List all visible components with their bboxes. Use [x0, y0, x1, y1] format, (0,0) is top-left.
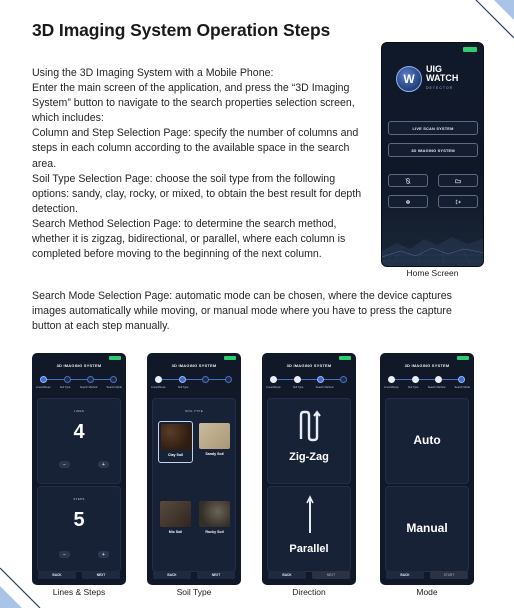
- settings-button[interactable]: [388, 195, 428, 208]
- step-dot: [435, 376, 442, 383]
- rocky-soil-image: [199, 501, 230, 527]
- clay-soil-image: [161, 424, 192, 450]
- step-label: Search Mode: [454, 386, 470, 389]
- back-button[interactable]: BACK: [386, 571, 424, 579]
- step-labels: [266, 386, 352, 389]
- paragraph: Enter the main screen of the application, and press the “3D Imaging System” button to navigate to the search properties selection screen, which includes:: [32, 82, 355, 125]
- sandy-soil-image: [199, 423, 230, 449]
- screen-title: 3D IMAGING SYSTEM: [404, 363, 450, 368]
- exit-icon: [455, 199, 461, 205]
- soil-option-label: Mix Soil: [168, 530, 183, 534]
- next-button[interactable]: NEXT: [197, 571, 235, 579]
- logo-top: UIG: [426, 64, 443, 74]
- step-dot: [412, 376, 419, 383]
- screen-title: 3D IMAGING SYSTEM: [286, 363, 332, 368]
- step-label: Soil Type: [292, 386, 304, 389]
- zigzag-option[interactable]: [267, 398, 351, 484]
- steps-value: 5: [73, 509, 85, 531]
- zigzag-icon: [296, 409, 324, 443]
- soil-header: SOIL TYPE: [184, 409, 204, 413]
- step-labels: [384, 386, 470, 389]
- step-dot: [458, 376, 465, 383]
- back-button[interactable]: BACK: [38, 571, 76, 579]
- page-title: 3D Imaging System Operation Steps: [32, 20, 331, 40]
- soil-option-label: Rocky Soil: [205, 530, 224, 534]
- next-button[interactable]: NEXT: [312, 571, 350, 579]
- step-label: Lines&Steps: [266, 386, 281, 389]
- paragraph: Using the 3D Imaging System with a Mobile Phone:: [32, 67, 274, 79]
- folder-icon: [455, 178, 461, 184]
- steps-minus-button[interactable]: −: [59, 551, 70, 558]
- parallel-arrow-icon: [306, 495, 314, 535]
- battery-icon: [339, 356, 351, 360]
- step-label: Lines&Steps: [151, 386, 166, 389]
- lines-plus-button[interactable]: +: [98, 461, 109, 468]
- step-label: Soil Type: [59, 386, 71, 389]
- step-label-spacer: [346, 386, 353, 389]
- step-label: Lines&Steps: [36, 386, 51, 389]
- parallel-label: Parallel: [289, 543, 329, 555]
- step-label: Search Method: [315, 386, 334, 389]
- gear-icon: [405, 199, 411, 205]
- step-label-spacer: [231, 386, 238, 389]
- step-labels: [36, 386, 122, 389]
- battery-icon: [457, 356, 469, 360]
- search-mode-paragraph: Search Mode Selection Page: automatic mode can be chosen, where the device captures images automatically while moving, or manual mode where you have to press the capture button at each step manually.: [32, 290, 452, 333]
- step-progress: [388, 375, 466, 385]
- step-progress: [270, 375, 348, 385]
- soil-option-label: Sandy Soil: [205, 452, 224, 456]
- step-label: Search Method: [427, 386, 446, 389]
- step-dot: [64, 376, 71, 383]
- step-label: Search Mode: [106, 386, 122, 389]
- device-off-button[interactable]: [388, 174, 428, 187]
- direction-caption: Direction: [292, 587, 326, 597]
- step-dot: [110, 376, 117, 383]
- imaging-system-button[interactable]: 3D IMAGING SYSTEM: [388, 143, 478, 157]
- direction-phone: [262, 353, 356, 585]
- soil-type-caption: Soil Type: [176, 587, 212, 597]
- folder-button[interactable]: [438, 174, 478, 187]
- step-dot: [225, 376, 232, 383]
- soil-type-phone: [147, 353, 241, 585]
- live-scan-button[interactable]: LIVE SCAN SYSTEM: [388, 121, 478, 135]
- step-label: Search Method: [79, 386, 98, 389]
- zigzag-label: Zig-Zag: [289, 451, 329, 463]
- home-screen-phone: [381, 42, 484, 267]
- step-dot: [388, 376, 395, 383]
- step-progress: [40, 375, 118, 385]
- step-labels: [151, 386, 237, 389]
- soil-option-mix[interactable]: [158, 499, 193, 541]
- battery-icon: [109, 356, 121, 360]
- soil-option-clay[interactable]: [158, 421, 193, 463]
- paragraph: Search Method Selection Page: to determine the search method, whether it is zigzag, bidirectional, or parallel, where each column is completed before moving to the beginning of the next column.: [32, 217, 346, 261]
- steps-panel: [37, 486, 121, 572]
- step-dot: [179, 376, 186, 383]
- auto-label: Auto: [413, 433, 441, 447]
- step-dot: [294, 376, 301, 383]
- logo-sub: DETECTOR: [426, 86, 454, 90]
- steps-label: STEPS: [73, 497, 85, 501]
- mix-soil-image: [160, 501, 191, 527]
- start-button[interactable]: START: [430, 571, 468, 579]
- mode-caption: Mode: [416, 587, 438, 597]
- screen-title: 3D IMAGING SYSTEM: [56, 363, 102, 368]
- soil-option-rocky[interactable]: [197, 499, 232, 541]
- home-screen-caption: Home Screen: [406, 268, 459, 278]
- step-dot: [87, 376, 94, 383]
- battery-icon: [224, 356, 236, 360]
- lines-minus-button[interactable]: −: [59, 461, 70, 468]
- device-off-icon: [405, 178, 411, 184]
- lines-steps-caption: Lines & Steps: [52, 587, 106, 597]
- auto-mode-option[interactable]: [385, 398, 469, 484]
- parallel-option[interactable]: [267, 486, 351, 572]
- logo-badge-icon: W: [396, 66, 422, 92]
- mode-phone: [380, 353, 474, 585]
- lines-panel: [37, 398, 121, 484]
- step-label: Soil Type: [407, 386, 419, 389]
- step-label: Lines&Steps: [384, 386, 399, 389]
- app-logo: [396, 65, 471, 93]
- step-dot: [40, 376, 47, 383]
- step-dot: [340, 376, 347, 383]
- lines-value: 4: [73, 421, 85, 443]
- terrain-graphic: [382, 211, 484, 266]
- step-label: Soil Type: [177, 386, 189, 389]
- manual-label: Manual: [406, 521, 448, 535]
- soil-option-sandy[interactable]: [197, 421, 232, 463]
- paragraph: Soil Type Selection Page: choose the soil type from the following options: sandy, clay, rocky, or mixed, to obtain the best result for depth detection.: [32, 172, 362, 215]
- step-dot: [317, 376, 324, 383]
- next-button[interactable]: NEXT: [82, 571, 120, 579]
- paragraph: Column and Step Selection Page: specify the number of columns and steps in each column according to the available space in the search area.: [32, 127, 359, 170]
- logo-main: WATCH: [426, 73, 459, 83]
- lines-label: LINES: [73, 409, 85, 413]
- step-dot: [202, 376, 209, 383]
- lines-steps-phone: [32, 353, 126, 585]
- step-dot: [270, 376, 277, 383]
- step-progress: [155, 375, 233, 385]
- back-button[interactable]: BACK: [153, 571, 191, 579]
- exit-button[interactable]: [438, 195, 478, 208]
- soil-panel: [152, 398, 236, 572]
- intro-text: [32, 66, 374, 262]
- screen-title: 3D IMAGING SYSTEM: [171, 363, 217, 368]
- step-dot: [155, 376, 162, 383]
- battery-icon: [463, 47, 477, 52]
- back-button[interactable]: BACK: [268, 571, 306, 579]
- soil-option-label: Clay Soil: [167, 453, 184, 457]
- logo-text: [426, 65, 458, 93]
- step-label-spacer: [201, 386, 219, 389]
- manual-mode-option[interactable]: [385, 486, 469, 572]
- steps-plus-button[interactable]: +: [98, 551, 109, 558]
- corner-decoration-top-right: [454, 0, 514, 40]
